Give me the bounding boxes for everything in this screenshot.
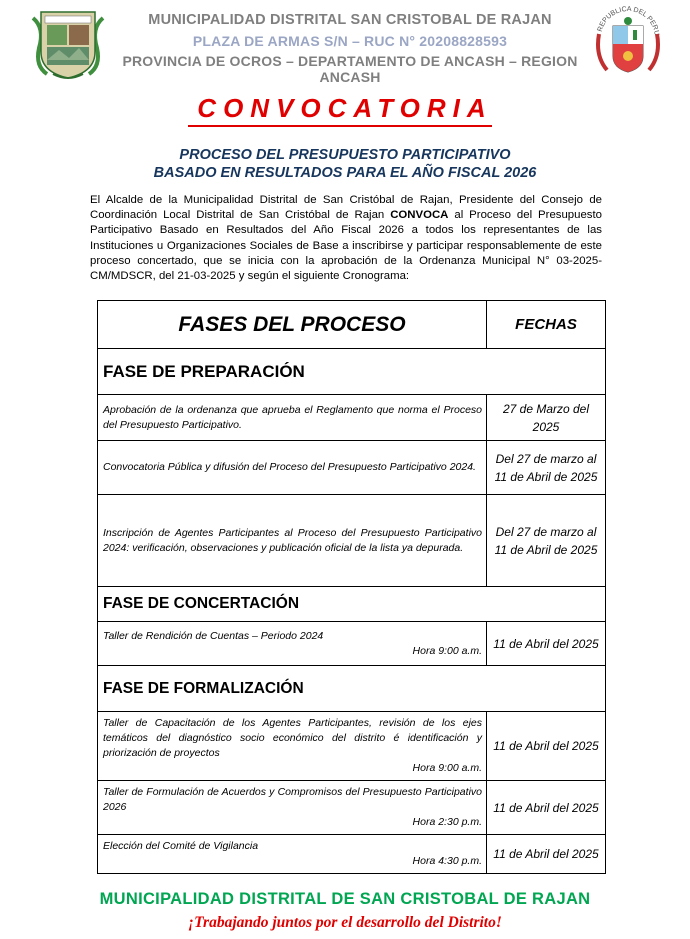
phase-formalization-title: FASE DE FORMALIZACIÓN [98,666,606,712]
intro-bold-convoca: CONVOCA [390,209,449,222]
table-row [98,781,606,835]
date-cell: Del 27 de marzo al 11 de Abril de 2025 [487,495,606,587]
date-cell: 11 de Abril del 2025 [487,622,606,666]
table-row [98,835,606,874]
activity-text: Taller de Rendición de Cuentas – Periodo 2024 [103,629,324,642]
activity-cell [98,712,487,781]
schedule-table [97,300,606,874]
activity-cell [98,622,487,666]
header-dates: FECHAS [487,301,606,349]
activity-time: Hora 4:30 p.m. [412,855,482,867]
date-cell: 27 de Marzo del 2025 [487,395,606,441]
municipality-name: MUNICIPALIDAD DISTRITAL SAN CRISTOBAL DE RAJAN [148,12,552,28]
activity-cell: Convocatoria Pública y difusión del Proceso del Presupuesto Participativo 2024. [98,441,487,495]
activity-text: Taller de Formulación de Acuerdos y Compromisos del Presupuesto Participativo 2026 [103,786,482,813]
phase-row [98,349,606,395]
date-cell: Del 27 de marzo al 11 de Abril de 2025 [487,441,606,495]
intro-paragraph [90,193,602,284]
date-cell: 11 de Abril del 2025 [487,712,606,781]
address-ruc: PLAZA DE ARMAS S/N – RUC N° 20208828593 [192,33,508,49]
header-phases: FASES DEL PROCESO [98,301,487,349]
activity-cell [98,781,487,835]
phase-row [98,666,606,712]
title-underline [188,125,492,127]
province-region: PROVINCIA DE OCROS – DEPARTAMENTO DE ANCASH – REGION ANCASH [122,53,578,85]
subtitle-line-1: PROCESO DEL PRESUPUESTO PARTICIPATIVO [179,147,511,163]
date-cell: 11 de Abril del 2025 [487,781,606,835]
activity-time: Hora 9:00 a.m. [412,762,482,774]
activity-cell: Aprobación de la ordenanza que aprueba el Reglamento que norma el Proceso del Presupuesto Participativo. [98,395,487,441]
intro-text-end: al Proceso del Presupuesto Participativo Basado en Resultados del Año Fiscal 2026 a todos los representantes de las Instituciones u Organizaciones Sociales de Base a inscribirse y participar responsablemente de este proceso concertado, que se inicia con la aprobación de la Ordenanza Municipal N° 03-2025-CM/MDSCR, del 21-03-2025 y según el siguiente Cronograma: [90,209,603,283]
subtitle-line-2: BASADO EN RESULTADOS PARA EL AÑO FISCAL 2026 [153,165,537,181]
activity-time: Hora 2:30 p.m. [412,816,482,828]
table-row [98,395,606,441]
page-title: CONVOCATORIA [197,93,493,123]
seal-text: REPUBLICA DEL PERU [596,5,660,37]
activity-text: Elección del Comité de Vigilancia [103,840,259,852]
table-row [98,495,606,587]
table-row [98,441,606,495]
phase-concertation-title: FASE DE CONCERTACIÓN [98,587,606,622]
intro-text-start: El Alcalde de la Municipalidad Distrital de San Cristóbal de Rajan, Presidente del Consejo de Coordinación Local Distrital de San Cristóbal de Rajan [90,194,602,222]
peru-national-seal [593,4,663,82]
activity-cell: Inscripción de Agentes Participantes al Proceso del Presupuesto Participativo 2024: verificación, observaciones y publicación oficial de la lista ya depurada. [98,495,487,587]
phase-row [98,587,606,622]
date-cell: 11 de Abril del 2025 [487,835,606,874]
activity-time: Hora 9:00 a.m. [412,644,482,657]
municipal-shield-logo [25,8,111,82]
table-row [98,622,606,666]
table-row [98,712,606,781]
phase-preparation-title: FASE DE PREPARACIÓN [98,349,606,395]
footer-municipality: MUNICIPALIDAD DISTRITAL DE SAN CRISTOBAL DE RAJAN [99,890,591,908]
table-header-row [98,301,606,349]
activity-cell [98,835,487,874]
footer-slogan: ¡Trabajando juntos por el desarrollo del Distrito! [188,914,502,931]
activity-text: Taller de Capacitación de los Agentes Participantes, revisión de los ejes temáticos del diagnóstico socio económico del distrito é identificación y priorización de proyectos [103,717,482,759]
